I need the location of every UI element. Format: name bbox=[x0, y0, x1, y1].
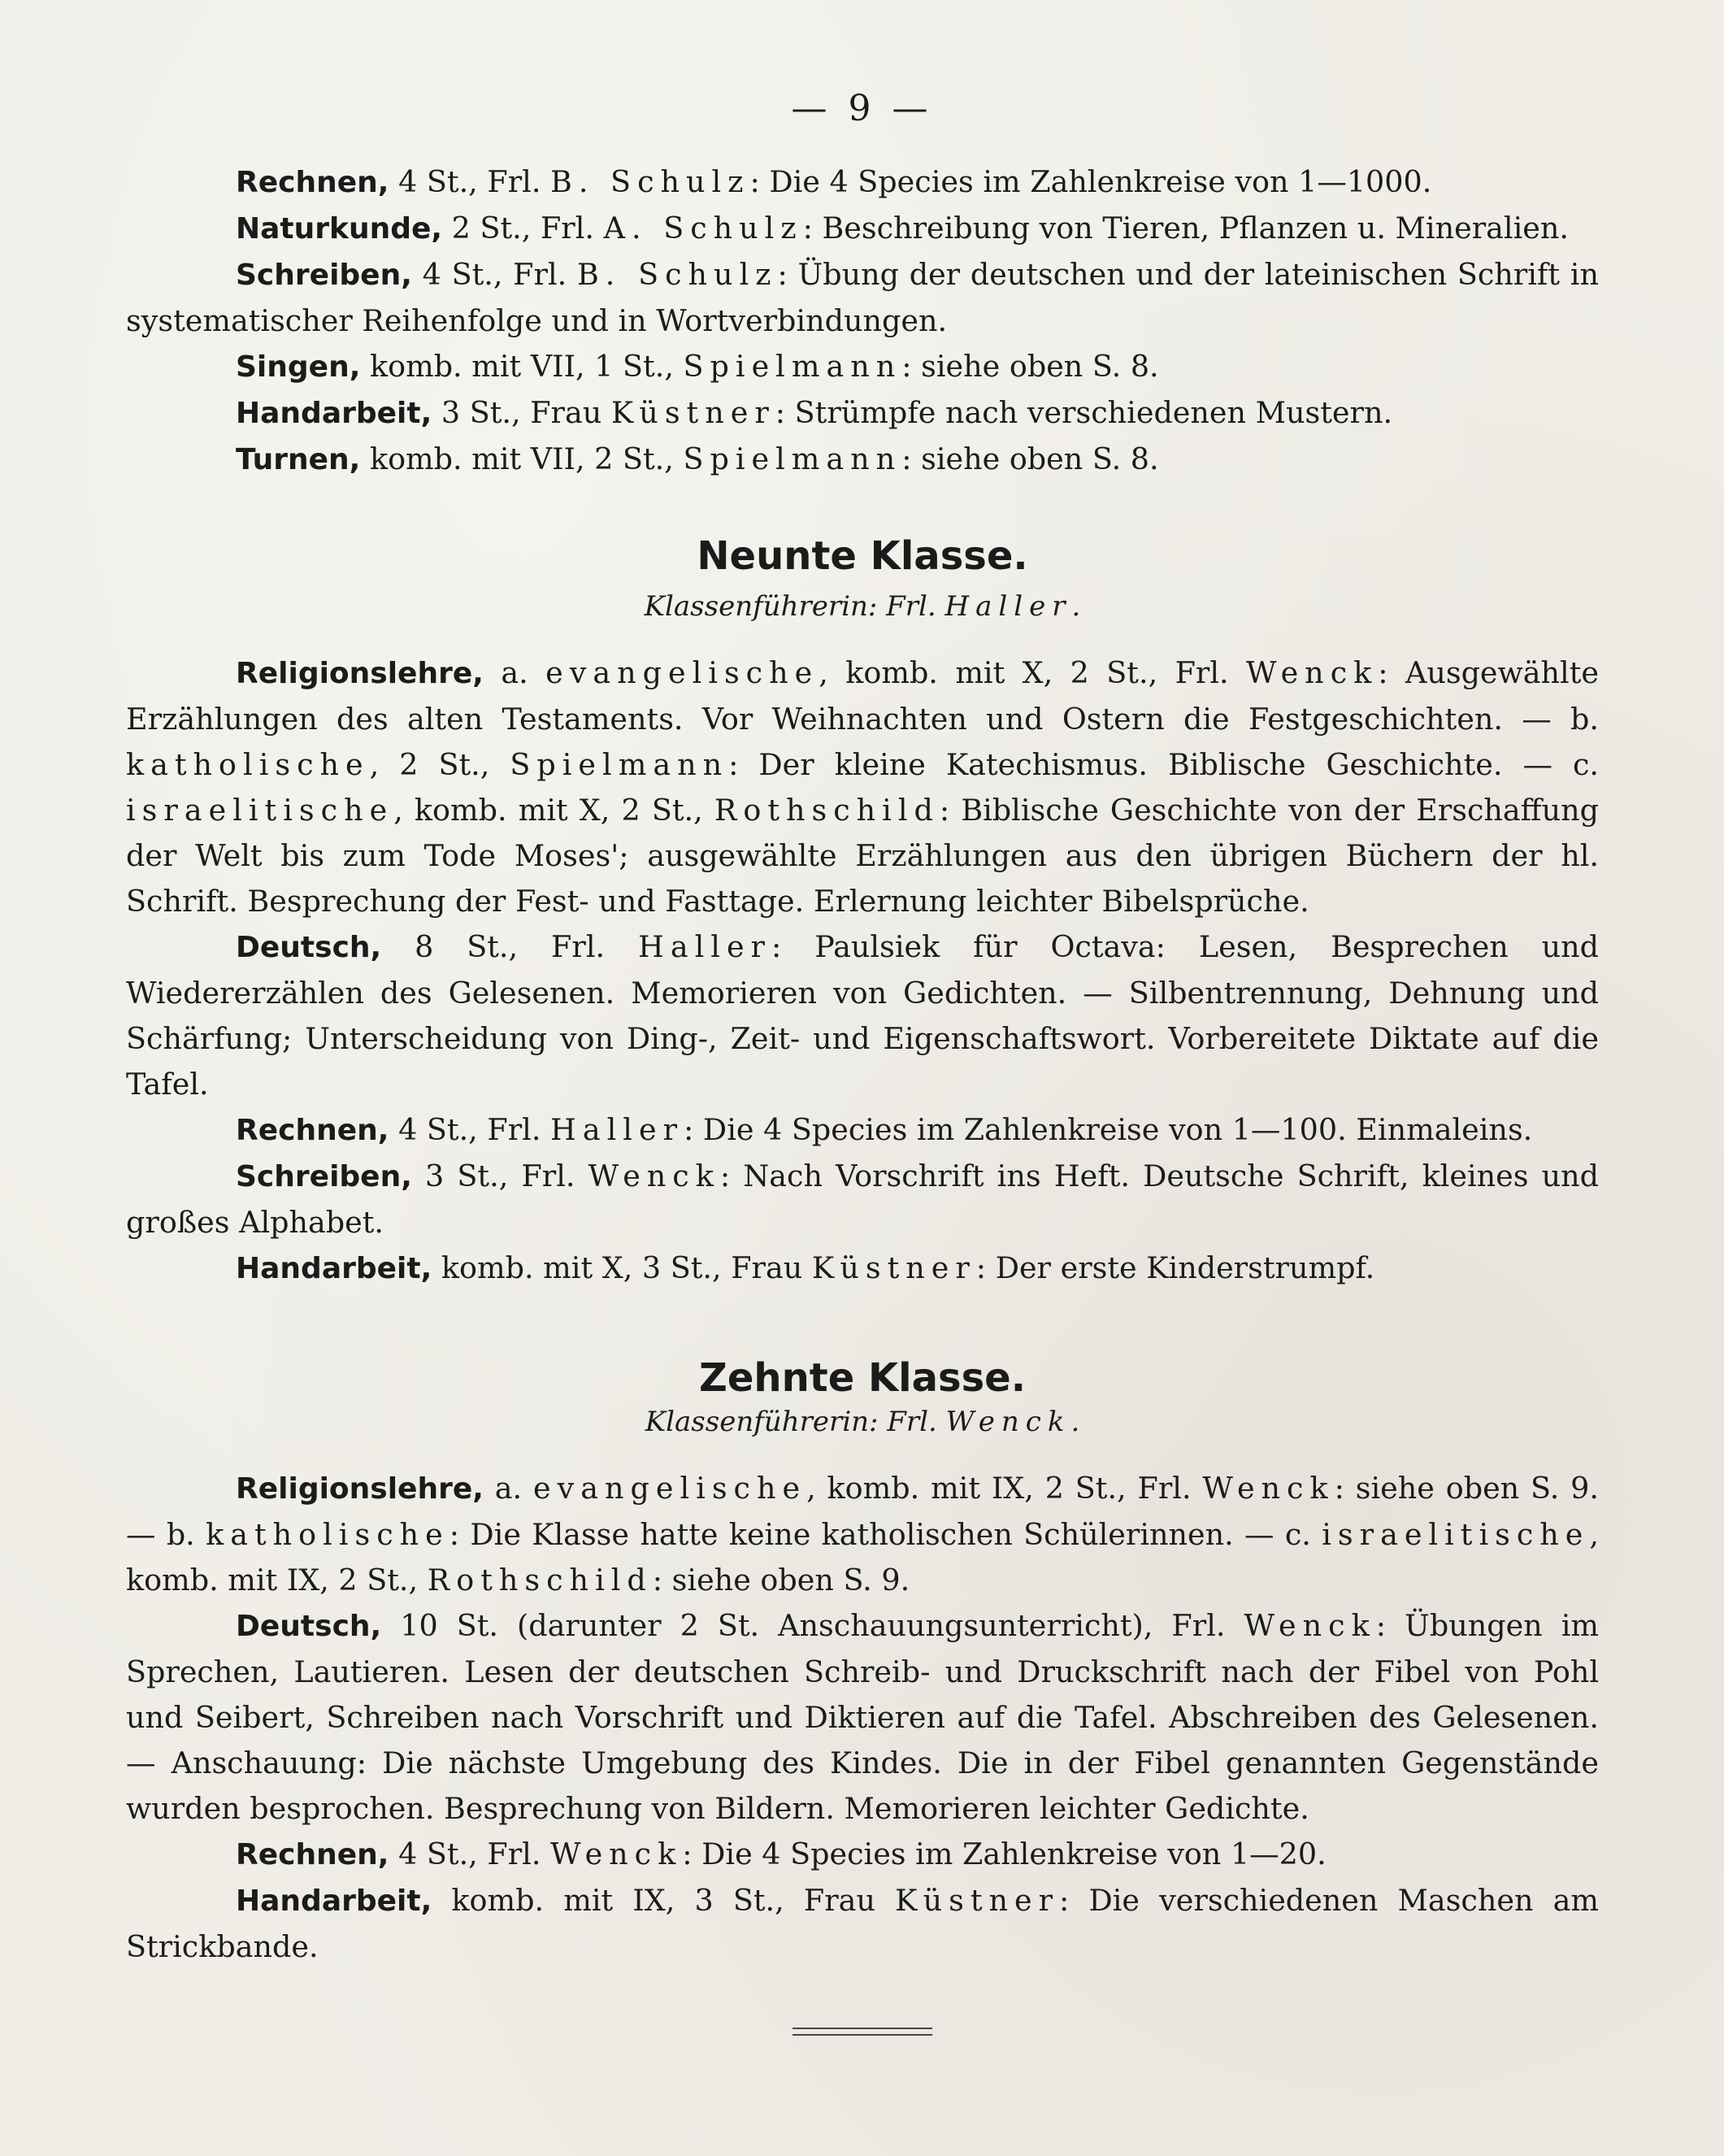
entry-religionslehre bbox=[126, 1466, 1599, 1603]
entry-text: komb. mit VII, 1 St., bbox=[360, 349, 684, 384]
class-leader-line bbox=[126, 1406, 1599, 1438]
subject-name: Deutsch, bbox=[236, 931, 382, 964]
entry-text: , komb. mit IX, 2 St., Frl. bbox=[806, 1471, 1203, 1506]
entry-text: : Nach Vorschrift ins Heft. Deutsche Schrift, kleines und großes Alphabet. bbox=[126, 1158, 1599, 1240]
entry-handarbeit bbox=[126, 390, 1599, 437]
entry-text: : Der kleine Katechismus. Biblische Geschichte. — c. bbox=[728, 747, 1599, 782]
entry-text: 10 St. (darunter 2 St. Anschauungsunterricht), Frl. bbox=[381, 1608, 1244, 1643]
entry-schreiben bbox=[126, 252, 1599, 344]
teacher-name: Wenck bbox=[1244, 1608, 1376, 1643]
subject-name: Rechnen, bbox=[236, 166, 389, 199]
page-content bbox=[126, 159, 1599, 1970]
class-leader-label: Klassenführerin: Frl. bbox=[644, 590, 945, 623]
class-leader-end: . bbox=[1071, 590, 1081, 623]
entry-text: : siehe oben S. 8. bbox=[901, 349, 1159, 384]
subject-name: Turnen, bbox=[236, 443, 361, 476]
entry-text: 8 St., Frl. bbox=[381, 929, 639, 964]
entry-text: : Übung der deutschen und der lateinischen Schrift in systematischer Reihenfolge und in Wortverbindungen. bbox=[126, 257, 1599, 338]
teacher-name: Spielmann bbox=[683, 441, 902, 476]
class-leader-end: . bbox=[1070, 1406, 1080, 1438]
entry-text: 4 St., Frl. bbox=[411, 257, 577, 292]
entry-text: , komb. mit X, 2 St., bbox=[393, 793, 714, 828]
subject-name: Schreiben, bbox=[236, 259, 412, 292]
entry-text: : Die 4 Species im Zahlenkreise von 1—1000. bbox=[749, 164, 1432, 199]
section-entries bbox=[126, 650, 1599, 1292]
class-leader-label: Klassenführerin: Frl. bbox=[645, 1406, 946, 1438]
entry-text: : siehe oben S. 9. bbox=[652, 1563, 910, 1597]
teacher-name: Küstner bbox=[811, 1250, 976, 1285]
class-leader-line bbox=[126, 590, 1599, 623]
teacher-name: B. Schulz bbox=[550, 164, 750, 199]
class-leader-name: Wenck bbox=[945, 1406, 1071, 1438]
entry-text: komb. mit X, 3 St., Frau bbox=[432, 1250, 812, 1285]
entry-handarbeit bbox=[126, 1878, 1599, 1970]
entry-text: : Strümpfe nach verschiedenen Mustern. bbox=[775, 395, 1393, 430]
denomination-label: israelitische bbox=[126, 793, 394, 828]
entry-rechnen bbox=[126, 159, 1599, 206]
entry-text: : Die 4 Species im Zahlenkreise von 1—20. bbox=[682, 1837, 1327, 1871]
entry-text: : Die 4 Species im Zahlenkreise von 1—100. Einmaleins. bbox=[684, 1112, 1533, 1147]
teacher-name: Wenck bbox=[588, 1158, 720, 1193]
entry-text: 4 St., Frl. bbox=[389, 164, 551, 199]
entry-text: a. bbox=[483, 655, 546, 690]
entry-text: : Beschreibung von Tieren, Pflanzen u. Mineralien. bbox=[802, 211, 1569, 246]
subject-name: Handarbeit, bbox=[236, 1884, 432, 1918]
entry-religionslehre bbox=[126, 650, 1599, 924]
teacher-name: B. Schulz bbox=[576, 257, 778, 292]
entry-text: 3 St., Frau bbox=[432, 395, 611, 430]
entry-text: 2 St., Frl. bbox=[442, 211, 604, 246]
entry-rechnen bbox=[126, 1107, 1599, 1154]
entry-text: : Der erste Kinderstrumpf. bbox=[975, 1250, 1375, 1285]
denomination-label: katholische bbox=[126, 747, 370, 782]
subject-name: Singen, bbox=[236, 350, 361, 384]
teacher-name: Wenck bbox=[1246, 655, 1379, 690]
entry-deutsch bbox=[126, 924, 1599, 1107]
denomination-label: evangelische bbox=[533, 1471, 807, 1506]
entry-naturkunde bbox=[126, 206, 1599, 252]
entry-singen bbox=[126, 344, 1599, 390]
entry-rechnen bbox=[126, 1832, 1599, 1878]
entry-text: 3 St., Frl. bbox=[411, 1158, 588, 1193]
denomination-label: israelitische bbox=[1322, 1517, 1590, 1552]
class-leader-name: Haller bbox=[945, 590, 1072, 623]
section-entries bbox=[126, 1466, 1599, 1970]
entry-text: , komb. mit X, 2 St., Frl. bbox=[819, 655, 1247, 690]
entry-text: : Übungen im Sprechen, Lautieren. Lesen der deutschen Schreib- und Druckschrift nach der Fibel von Pohl und Seibert, Schreiben nach Vorschrift und Diktieren auf die Tafel. Abschreiben des Gelesenen. — Anschauung: Die nächste Umgebung des Kindes. Die in der Fibel genannten Gegenstände wurden besprochen. Besprechung von Bildern. Memorieren leichter Gedichte. bbox=[126, 1608, 1599, 1826]
denomination-label: evangelische bbox=[545, 655, 819, 690]
entry-text: : Die Klasse hatte keine katholischen Schülerinnen. — c. bbox=[449, 1517, 1322, 1552]
subject-name: Deutsch, bbox=[236, 1610, 382, 1643]
entry-text: , komb. mit IX, 2 St., bbox=[126, 1517, 1600, 1597]
section-neunte-klasse bbox=[126, 533, 1599, 1292]
entry-text: : Ausgewählte Erzählungen des alten Testaments. Vor Weihnachten und Ostern die Festgeschichten. — b. bbox=[126, 655, 1599, 737]
entry-text: 4 St., Frl. bbox=[389, 1837, 551, 1871]
entry-turnen bbox=[126, 437, 1599, 483]
teacher-name: Rothschild bbox=[427, 1563, 653, 1597]
entry-text: : siehe oben S. 9. — b. bbox=[126, 1471, 1599, 1552]
subject-name: Rechnen, bbox=[236, 1114, 389, 1147]
page-number: — 9 — bbox=[791, 88, 933, 129]
subject-name: Naturkunde, bbox=[236, 212, 443, 246]
teacher-name: Wenck bbox=[1202, 1471, 1335, 1506]
teacher-name: Küstner bbox=[895, 1883, 1060, 1918]
denomination-label: katholische bbox=[206, 1517, 449, 1552]
subject-name: Religionslehre, bbox=[236, 1472, 484, 1506]
entry-handarbeit bbox=[126, 1245, 1599, 1292]
teacher-name: Rothschild bbox=[714, 793, 940, 828]
subject-name: Rechnen, bbox=[236, 1838, 389, 1871]
entry-schreiben bbox=[126, 1154, 1599, 1245]
section-heading: Neunte Klasse. bbox=[697, 533, 1028, 579]
section-zehnte-klasse bbox=[126, 1355, 1599, 1970]
subject-name: Schreiben, bbox=[236, 1160, 412, 1193]
teacher-name: A. Schulz bbox=[603, 211, 803, 246]
subject-name: Handarbeit, bbox=[236, 1252, 432, 1285]
entry-text: : siehe oben S. 8. bbox=[901, 441, 1159, 476]
subject-name: Religionslehre, bbox=[236, 657, 484, 690]
section-heading: Zehnte Klasse. bbox=[699, 1355, 1026, 1401]
teacher-name: Wenck bbox=[550, 1837, 683, 1871]
entry-text: : Paulsiek für Octava: Lesen, Besprechen und Wiedererzählen des Gelesenen. Memorieren von Gedichten. — Silbentrennung, Dehnung und Schärfung; Unterscheidung von Ding-, Zeit- und Eigenschaftswort. Vorbereitete Diktate auf die Tafel. bbox=[126, 929, 1599, 1102]
entry-text: komb. mit VII, 2 St., bbox=[360, 441, 684, 476]
entry-text: : Biblische Geschichte von der Erschaffung der Welt bis zum Tode Moses'; ausgewählte Erzählungen aus den übrigen Büchern der hl. Schrift. Besprechung der Fest- und Fasttage. Erlernung leichter Bibelsprüche. bbox=[126, 793, 1599, 919]
subject-name: Handarbeit, bbox=[236, 397, 432, 430]
teacher-name: Haller bbox=[550, 1112, 684, 1147]
teacher-name: Haller bbox=[638, 929, 772, 964]
entry-text: : Die verschiedenen Maschen am Strickbande. bbox=[126, 1883, 1599, 1964]
entry-text: a. bbox=[483, 1471, 534, 1506]
closing-ornament-rule bbox=[793, 2028, 932, 2036]
teacher-name: Küstner bbox=[610, 395, 775, 430]
entry-deutsch bbox=[126, 1603, 1599, 1832]
teacher-name: Spielmann bbox=[510, 747, 729, 782]
class-continuation-block bbox=[126, 159, 1599, 483]
entry-text: komb. mit IX, 3 St., Frau bbox=[432, 1883, 896, 1918]
entry-text: , 2 St., bbox=[369, 747, 510, 782]
teacher-name: Spielmann bbox=[683, 349, 902, 384]
entry-text: 4 St., Frl. bbox=[389, 1112, 551, 1147]
